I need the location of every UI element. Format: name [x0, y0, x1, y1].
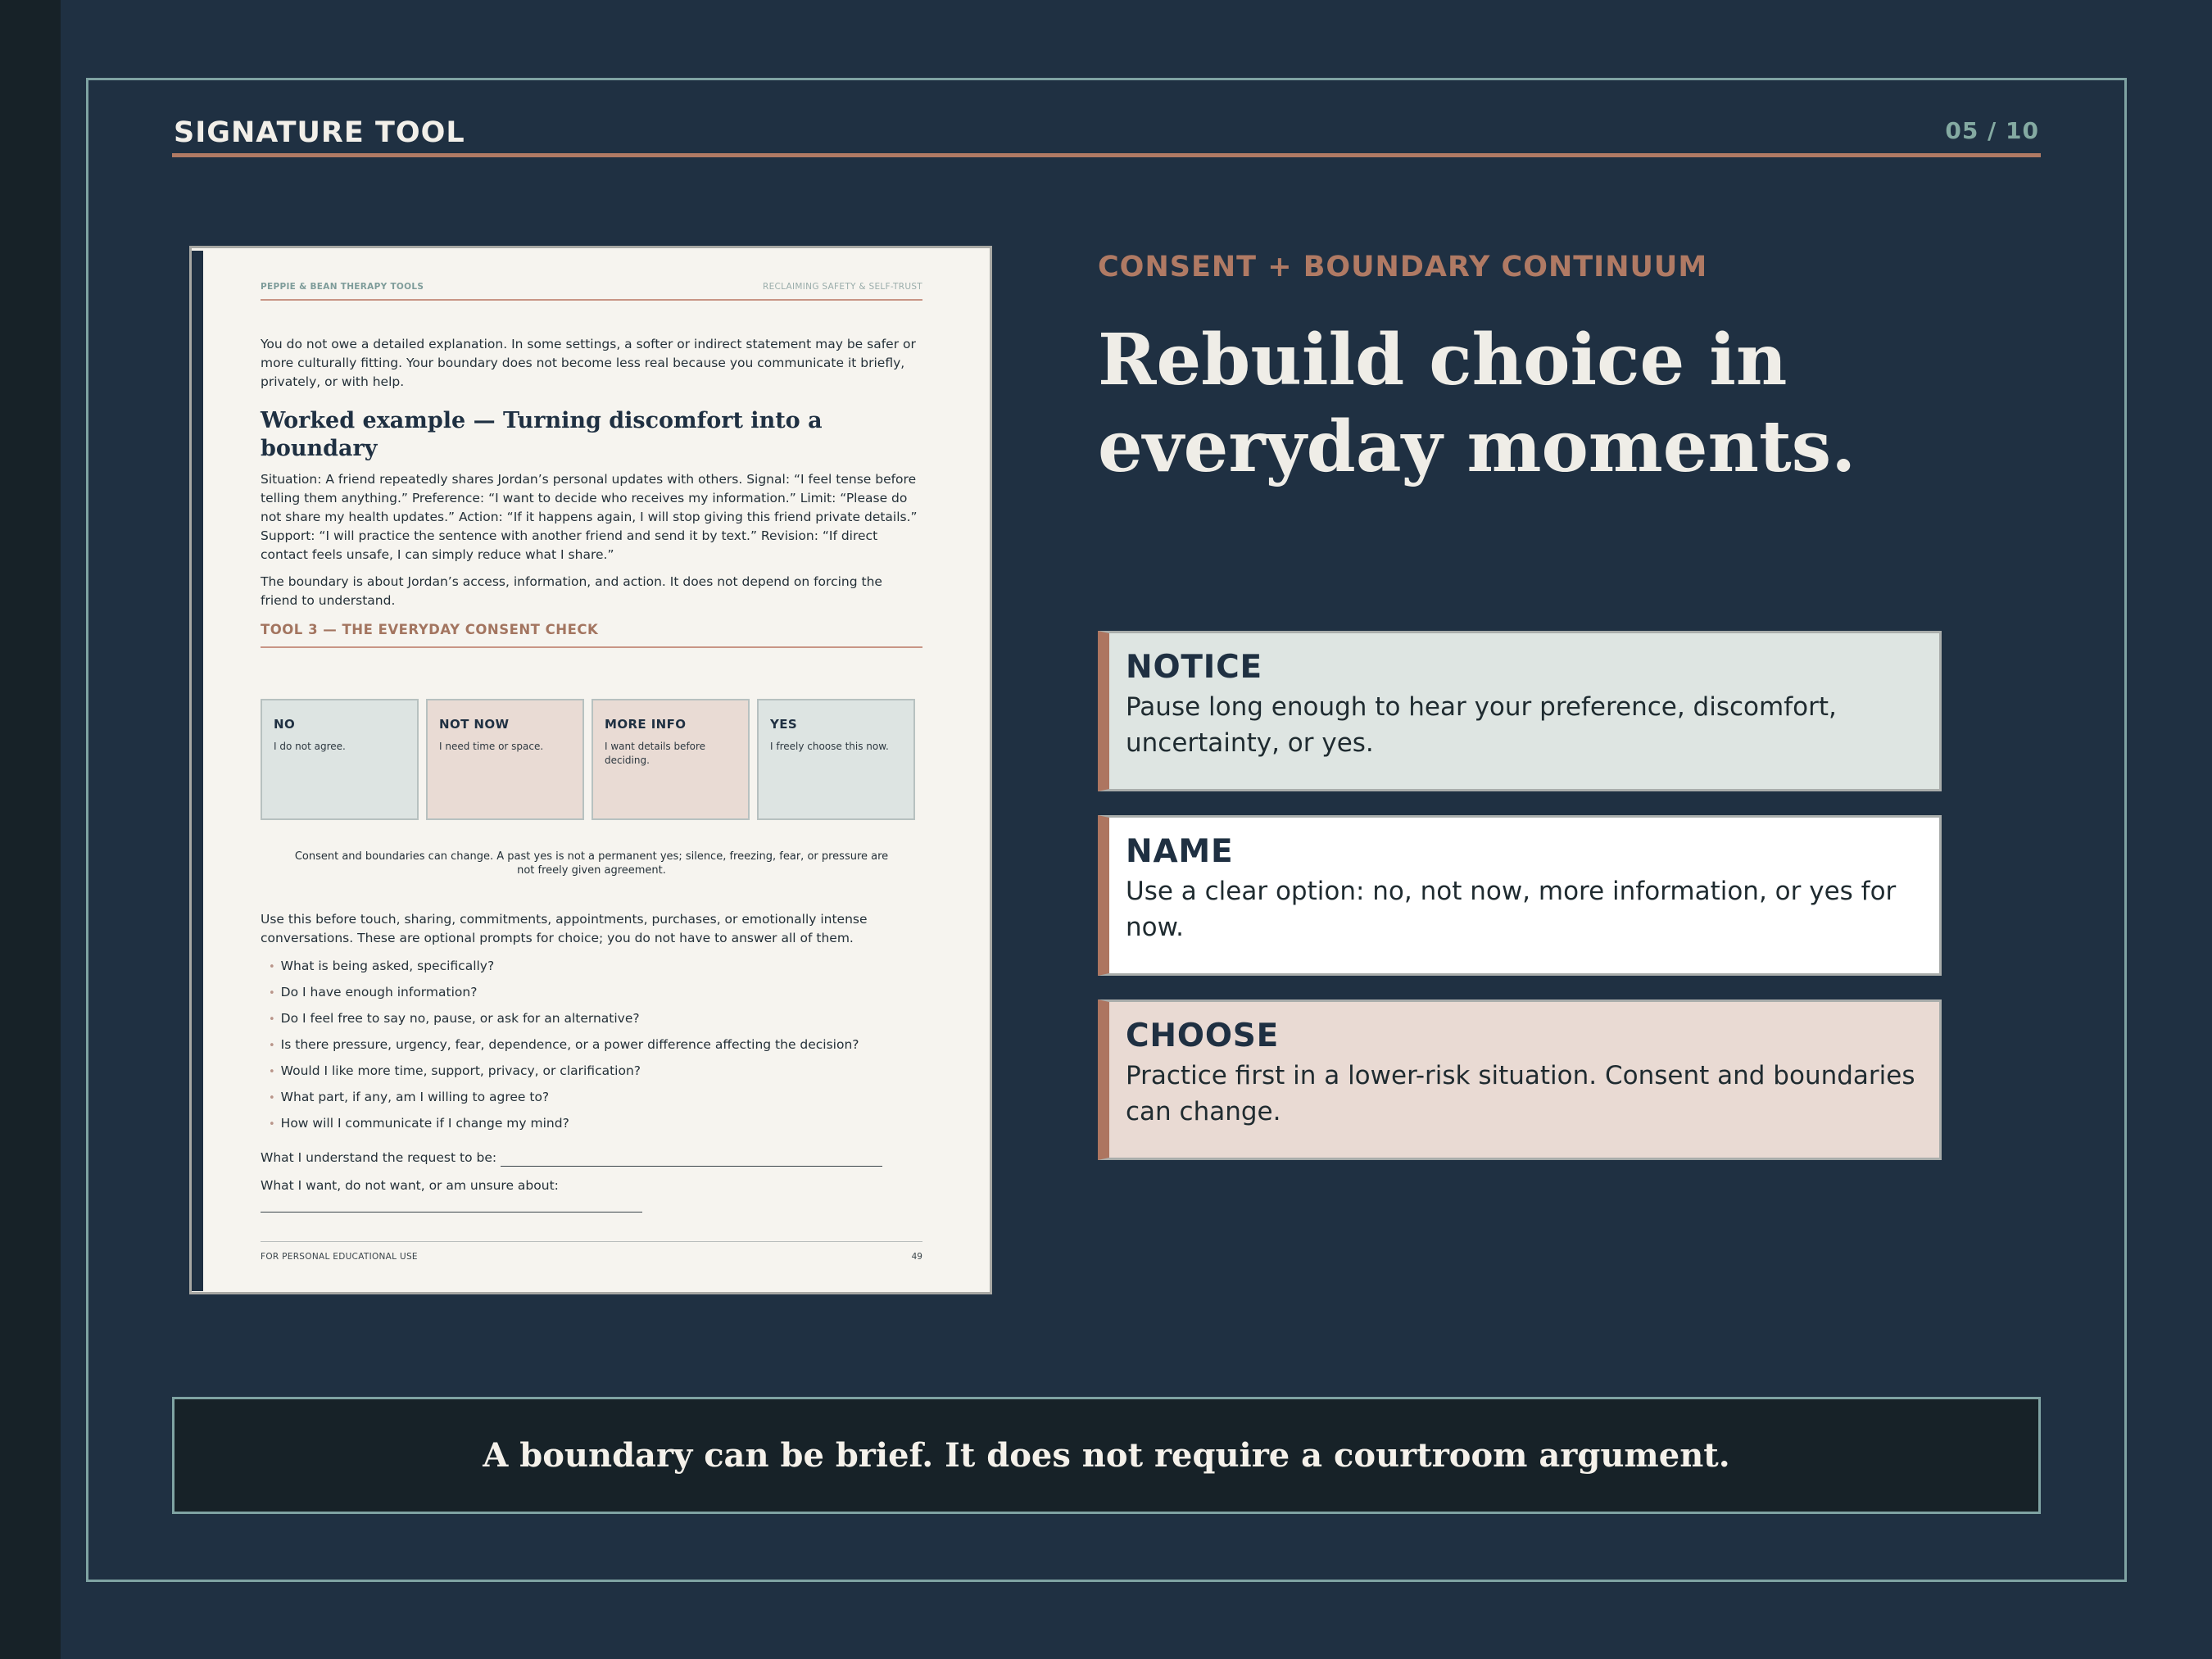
bullet-icon: •: [269, 987, 275, 999]
request-answer-line: [501, 1152, 882, 1167]
consent-card-yes: [757, 699, 915, 820]
list-item: [269, 1036, 859, 1062]
question-text: Would I like more time, support, privacy, or clarification?: [280, 1063, 641, 1078]
list-item: [269, 1114, 859, 1140]
request-prompt: [261, 1149, 882, 1167]
document-brand: PEPPIE & BEAN THERAPY TOOLS: [261, 282, 424, 292]
document-spine: [192, 251, 203, 1291]
step-body: Use a clear option: no, not now, more information, or yes for now.: [1126, 877, 1897, 942]
preference-prompt: What I want, do not want, or am unsure about:: [261, 1178, 559, 1193]
document-header-rule: [261, 299, 922, 301]
preference-answer-line: [261, 1198, 642, 1213]
worked-example-note: The boundary is about Jordan’s access, information, and action. It does not depend on forcing the friend to understand.: [261, 574, 882, 608]
card-title: NOT NOW: [439, 717, 510, 732]
list-item: [269, 1009, 859, 1036]
card-body: I do not agree.: [274, 741, 346, 752]
document-page-number: 49: [911, 1252, 922, 1262]
card-body: I freely choose this now.: [770, 741, 889, 752]
card-title: NO: [274, 717, 296, 732]
card-body: I need time or space.: [439, 741, 544, 752]
question-text: Is there pressure, urgency, fear, dependence, or a power difference affecting the decision?: [280, 1037, 859, 1052]
worked-example-heading: Worked example — Turning discomfort into a boundary: [261, 408, 823, 461]
slide-headline: Rebuild choice in everyday moments.: [1098, 319, 1856, 488]
consent-card-not-now: [426, 699, 584, 820]
section-kicker: CONSENT + BOUNDARY CONTINUUM: [1098, 251, 1708, 283]
document-footer-label: FOR PERSONAL EDUCATIONAL USE: [261, 1252, 418, 1262]
tool-heading: TOOL 3 — THE EVERYDAY CONSENT CHECK: [261, 622, 599, 637]
worked-example-body: Situation: A friend repeatedly shares Jordan’s personal updates with others. Signal: “I feel tense before telling them anything.” Preference: “I want to decide who receives my information.” Limit: “Please do not share my health updates.” Action: “If it happens again, I will stop giving this friend private details.” Support: “I will practice the sentence with another friend and send it by text.” Revision: “If direct contact feels unsafe, I can simply reduce what I share.”: [261, 472, 918, 562]
step-title: NOTICE: [1126, 649, 1262, 686]
question-text: What is being asked, specifically?: [280, 959, 495, 973]
bullet-icon: •: [269, 1118, 275, 1131]
bullet-icon: •: [269, 1066, 275, 1078]
question-list: [269, 957, 859, 1140]
step-choose: [1098, 999, 1942, 1160]
list-item: [269, 1062, 859, 1088]
request-prompt-label: What I understand the request to be:: [261, 1150, 497, 1165]
callout-text: A boundary can be brief. It does not require a courtroom argument.: [483, 1436, 1730, 1475]
question-text: What part, if any, am I willing to agree to?: [280, 1090, 550, 1104]
header-rule: [172, 153, 2041, 157]
document-preview: [189, 246, 992, 1294]
cards-note: Consent and boundaries can change. A past yes is not a permanent yes; silence, freezing, fear, or pressure are not freely given agreement.: [294, 850, 889, 877]
tool-rule: [261, 646, 922, 648]
document-footer-rule: [261, 1241, 922, 1242]
bullet-icon: •: [269, 1040, 275, 1052]
card-body: I want details before deciding.: [605, 741, 706, 766]
page-counter: 05 / 10: [1945, 117, 2039, 144]
list-item: [269, 957, 859, 983]
section-title: SIGNATURE TOOL: [174, 116, 465, 149]
step-body: Practice first in a lower-risk situation. Consent and boundaries can change.: [1126, 1061, 1915, 1126]
question-text: Do I feel free to say no, pause, or ask for an alternative?: [280, 1011, 640, 1026]
consent-card-more-info: [592, 699, 750, 820]
list-item: [269, 1088, 859, 1114]
preference-prompt-line-wrap: [261, 1194, 642, 1213]
consent-card-no: [261, 699, 419, 820]
question-text: Do I have enough information?: [280, 985, 478, 999]
side-strip: [0, 0, 61, 1659]
step-title: CHOOSE: [1126, 1018, 1280, 1054]
document-intro: You do not owe a detailed explanation. In some settings, a softer or indirect statement may be safer or more culturally fitting. Your boundary does not become less real because you communicate it briefly, privately, or with help.: [261, 337, 916, 389]
card-title: YES: [770, 717, 798, 732]
step-name: [1098, 815, 1942, 976]
step-body: Pause long enough to hear your preference, discomfort, uncertainty, or yes.: [1126, 692, 1837, 758]
callout-banner: [172, 1397, 2041, 1514]
bullet-icon: •: [269, 1092, 275, 1104]
card-title: MORE INFO: [605, 717, 687, 732]
bullet-icon: •: [269, 961, 275, 973]
question-text: How will I communicate if I change my mind?: [280, 1116, 569, 1131]
bullet-icon: •: [269, 1013, 275, 1026]
document-series: RECLAIMING SAFETY & SELF-TRUST: [762, 282, 922, 292]
step-title: NAME: [1126, 833, 1234, 870]
step-notice: [1098, 631, 1942, 791]
list-item: [269, 983, 859, 1009]
usage-text: Use this before touch, sharing, commitments, appointments, purchases, or emotionally intense conversations. These are optional prompts for choice; you do not have to answer all of them.: [261, 912, 868, 945]
